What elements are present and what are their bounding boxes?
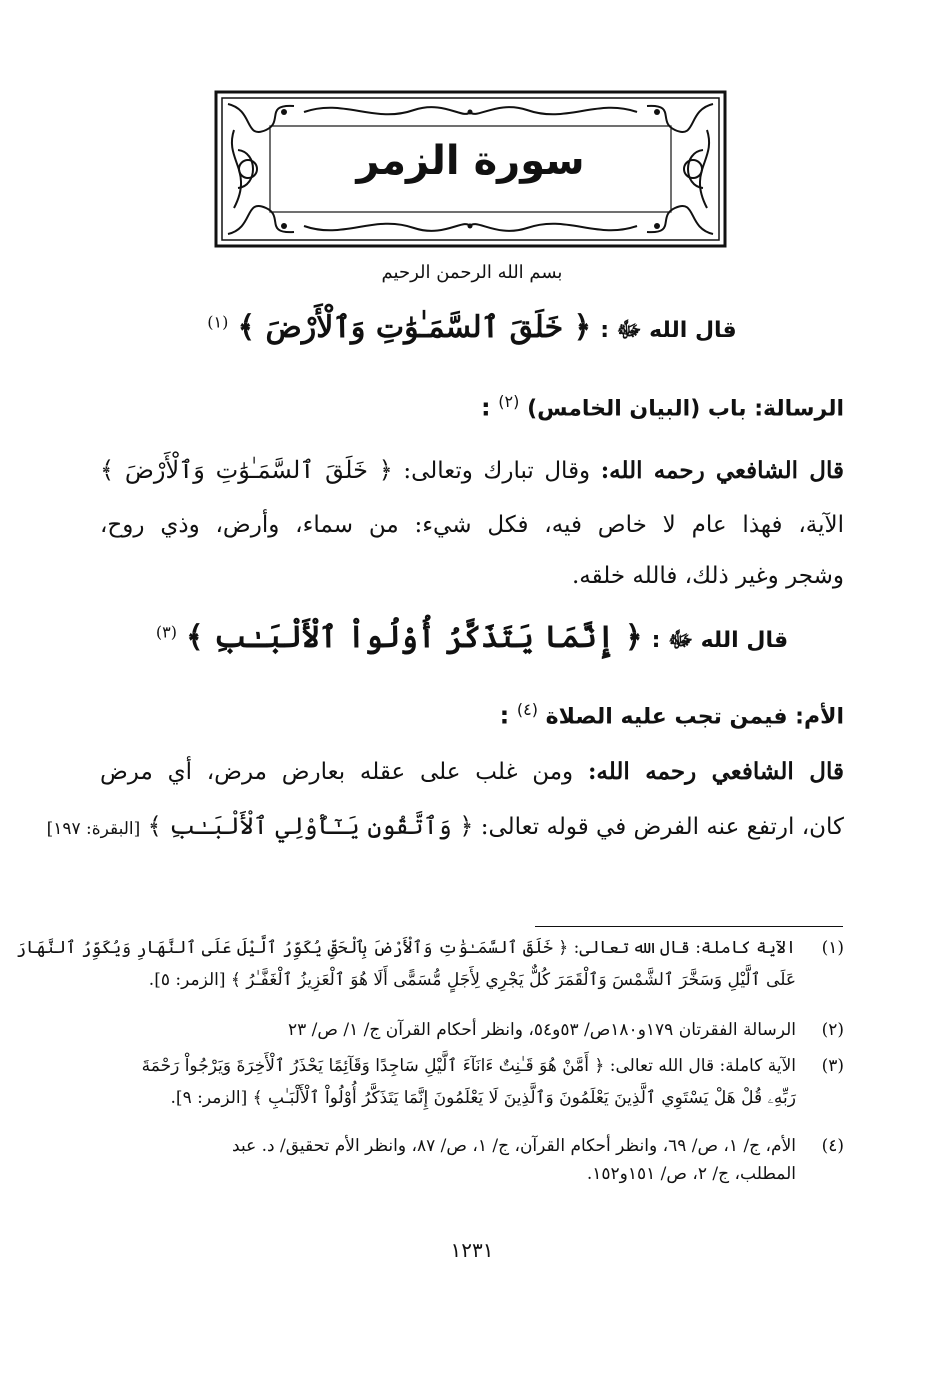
paragraph-text: وقال تبارك وتعالى: xyxy=(403,458,591,484)
section-heading-risala xyxy=(481,392,844,421)
footnote-number: (٣) xyxy=(821,1056,844,1076)
section-heading-umm xyxy=(500,700,844,729)
page-number: ١٢٣١ xyxy=(450,1238,494,1262)
quran-verse: ﴿ خَلَقَ ٱلسَّمَـٰوَٰتِ وَٱلْأَرْضَ ﴾ xyxy=(237,310,592,345)
paragraph-line xyxy=(100,456,844,484)
paragraph-text: ومن غلب على عقله بعارض مرض، أي مرض xyxy=(100,759,574,785)
footnote-1 xyxy=(16,938,844,991)
footnote-ref[interactable]: (٢) xyxy=(498,392,520,411)
footnote-ref[interactable]: (٤) xyxy=(516,700,538,719)
footnote-body xyxy=(100,1020,796,1040)
surah-title: سورة الزمر xyxy=(356,138,585,184)
footnote-number: (٢) xyxy=(821,1020,844,1040)
speaker: قال الله ﷻ : xyxy=(651,628,789,653)
footnote-3 xyxy=(100,1056,844,1109)
paragraph-line: الآية، فهذا عام لا خاص فيه، فكل شيء: من سماء، وأرض، وذي روح، xyxy=(100,512,844,538)
verse-reference: [البقرة: ١٩٧] xyxy=(46,819,141,839)
paragraph-line: وشجر وغير ذلك، فالله خلقه. xyxy=(571,563,844,589)
footnote-line: الآية كاملة: قال الله تعالى: ﴿ أَمَّنْ هُوَ قَـٰنِتٌ ءَانَآءَ ٱلَّيْلِ سَاجِدًا وَقَآئِمًا يَحْذَرُ ٱلْأَخِرَةَ وَيَرْجُواْ رَحْمَةَ xyxy=(141,1056,796,1076)
footnote-ref[interactable]: (٣) xyxy=(155,622,177,642)
paragraph-line xyxy=(46,812,844,840)
quran-verse: ﴿ خَلَقَ ٱلسَّمَـٰوَٰتِ وَٱلْأَرْضَ ﴾ xyxy=(100,456,393,484)
quote-line-2 xyxy=(100,620,844,658)
speaker: قال الله ﷻ : xyxy=(600,318,737,343)
heading-text: الرسالة: باب (البيان الخامس) xyxy=(527,396,844,422)
footnote-line: عَلَى ٱلَّيْلِ وَسَخَّرَ ٱلشَّمْسَ وَٱلْقَمَرَ كُلٌّ يَجْرِي لِأَجَلٍ مُّسَمًّى أَلَا هُوَ ٱلْعَزِيزُ ٱلْغَفَّـٰرُ ﴾ [الزمر: ٥]. xyxy=(148,970,796,991)
footnote-line: رَبِّهِۦ قُلْ هَلْ يَسْتَوِي ٱلَّذِينَ يَعْلَمُونَ وَٱلَّذِينَ لَا يَعْلَمُونَ إِنَّمَا يَتَذَكَّرُ أُوْلُواْ ٱلْأَلْبَـٰبِ ﴾ [الزمر: ٩]. xyxy=(170,1088,796,1109)
footnote-number: (١) xyxy=(821,938,844,958)
quran-verse: ﴿ وَٱتَّقُونِ يَـٰٓأُوْلِي ٱلْأَلْبَـٰبِ ﴾ xyxy=(147,812,474,840)
footnote-line: الآية كاملة: قال الله تعالى: ﴿ خَلَقَ ٱلسَّمَـٰوَٰتِ وَٱلْأَرْضَ بِٱلْحَقِّ يُكَوِّرُ ٱلَّيْلَ عَلَى ٱلنَّهَارِ وَيُكَوِّرُ ٱلنَّهَارَ xyxy=(16,938,796,958)
heading-text: الأم: فيمن تجب عليه الصلاة xyxy=(545,704,844,730)
footnote-separator xyxy=(535,926,843,927)
footnote-line: المطلب، ج/ ٢، ص/ ١٥١و١٥٢. xyxy=(586,1164,796,1185)
paragraph-lead: قال الشافعي رحمه الله: xyxy=(587,758,844,785)
paragraph-text: كان، ارتفع عنه الفرض في قوله تعالى: xyxy=(480,814,844,840)
paragraph-line xyxy=(100,758,844,785)
heading-colon: : xyxy=(481,393,491,422)
heading-colon: : xyxy=(499,701,510,730)
footnote-body xyxy=(100,1136,796,1185)
quote-line-1 xyxy=(100,310,844,348)
footnote-line: الأم، ج/ ١، ص/ ٦٩، وانظر أحكام القرآن، ج/ ١، ص/ ٨٧، وانظر الأم تحقيق/ د. عبد xyxy=(232,1136,796,1156)
footnote-body xyxy=(100,1056,796,1109)
footnote-body xyxy=(16,938,796,991)
paragraph-lead: قال الشافعي رحمه الله: xyxy=(600,457,844,484)
footnote-line: الرسالة الفقرتان ١٧٩و١٨٠ص/ ٥٣و٥٤، وانظر أحكام القرآن ج/ ١/ ص/ ٢٣ xyxy=(287,1020,796,1040)
footnote-2 xyxy=(100,1020,844,1040)
footnote-4 xyxy=(100,1136,844,1185)
quran-verse: ﴿ إِنَّمَا يَتَذَكَّرُ أُوْلُواْ ٱلْأَلْبَـٰبِ ﴾ xyxy=(186,620,643,655)
basmala: بسم الله الرحمن الرحيم xyxy=(381,262,563,283)
footnote-ref[interactable]: (١) xyxy=(207,312,229,332)
footnote-number: (٤) xyxy=(821,1136,844,1156)
